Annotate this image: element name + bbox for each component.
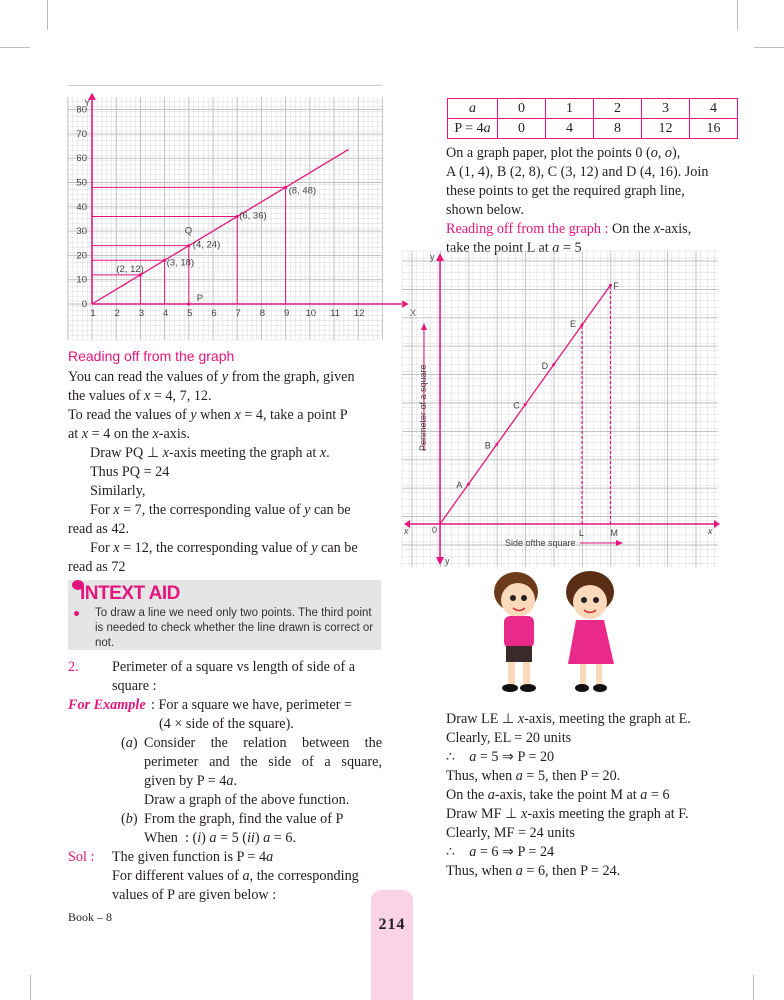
point-label: M <box>610 528 618 538</box>
girl-shoe <box>575 684 589 692</box>
point-label: (4, 24) <box>192 239 221 251</box>
x-tick-label: 1 <box>90 308 96 319</box>
boy-shirt <box>504 616 534 648</box>
girl-leg <box>596 664 602 686</box>
crop-mark <box>30 975 31 1000</box>
point-label: (2, 12) <box>116 263 144 275</box>
para-line: For x = 12, the corresponding value of y can be <box>90 540 358 556</box>
question-text: (4 × side of the square). <box>159 716 294 732</box>
part-text: Draw a graph of the above function. <box>144 792 350 808</box>
para-line: take the point L at a = 5 <box>446 240 582 256</box>
point-label: A <box>456 480 463 491</box>
data-point <box>467 483 470 486</box>
table-cell: 0 <box>498 99 546 119</box>
para-line: Thus PQ = 24 <box>90 464 170 480</box>
data-point <box>581 324 584 327</box>
para-line: Draw PQ ⊥ x-axis meeting the graph at x. <box>90 445 330 461</box>
data-point <box>284 186 287 189</box>
crop-mark <box>753 975 754 1000</box>
part-label: (b) <box>121 811 138 827</box>
point-label: D <box>541 360 549 371</box>
intext-aid-title: INTEXT AID <box>80 583 180 604</box>
x-axis-label: x <box>708 526 713 536</box>
boy-shorts <box>506 646 532 662</box>
para-line: Thus, when a = 6, then P = 24. <box>446 863 621 879</box>
crop-mark <box>0 47 30 48</box>
chart-y-equals-6x <box>68 97 417 340</box>
crop-mark <box>754 47 784 48</box>
sol-text: values of P are given below : <box>112 887 277 903</box>
x-tick-label: 8 <box>259 308 266 319</box>
y-tick-label: 0 <box>81 299 87 310</box>
data-point <box>552 363 555 366</box>
x-tick-label: 6 <box>211 308 217 319</box>
question-text: square : <box>112 678 157 694</box>
para-line: A (1, 4), B (2, 8), C (3, 12) and D (4, 16). Join <box>446 164 709 180</box>
x-axis-label: x <box>404 526 409 536</box>
para-line: read as 72 <box>68 559 126 575</box>
para-line: For x = 7, the corresponding value of y can be <box>90 502 351 518</box>
boy-leg <box>523 662 530 686</box>
y-axis-label: y <box>430 252 435 262</box>
para-line: Draw MF ⊥ x-axis meeting the graph at F. <box>446 806 689 822</box>
reading-off-label: Reading off from the graph : <box>446 221 609 237</box>
boy-eye <box>521 595 527 601</box>
part-text: Consider the relation between the <box>144 735 382 751</box>
part-label: (a) <box>121 735 138 751</box>
para-line: ∴ a = 6 ⇒ P = 24 <box>446 844 555 860</box>
para-line: To read the values of y when x = 4, take a point P <box>68 407 348 423</box>
girl-leg <box>580 664 586 686</box>
part-text: given by P = 4a. <box>144 773 237 789</box>
question-text: Perimeter of a square vs length of side of a <box>112 659 356 675</box>
x-tick-label: 7 <box>235 308 241 319</box>
y-tick-label: 30 <box>76 226 87 238</box>
data-point <box>495 443 498 446</box>
para-line: Reading off from the graph : On the x-axis, <box>446 221 692 237</box>
page-number-tab <box>371 890 413 1000</box>
table-row <box>448 119 738 139</box>
sol-text: The given function is P = 4a <box>112 849 274 865</box>
girl-face <box>573 585 607 619</box>
part-text: From the graph, find the value of P <box>144 811 344 827</box>
boy-face <box>501 583 535 617</box>
y-axis-label: y <box>445 556 450 566</box>
y-tick-label: 40 <box>76 201 87 213</box>
y-axis-title: Perimeter of a square <box>418 364 428 451</box>
point-label: (3, 18) <box>166 257 195 269</box>
girl-dress <box>568 620 614 664</box>
point-label: F <box>613 281 619 292</box>
x-tick-label: 12 <box>353 308 365 319</box>
table-row <box>448 99 738 119</box>
x-axis-title: Side ofthe square <box>505 538 576 548</box>
origin-label: 0 <box>432 525 438 535</box>
page-number: 214 <box>378 916 406 933</box>
data-point <box>187 302 190 305</box>
table-cell: 16 <box>690 119 738 139</box>
section-heading: Reading off from the graph <box>68 348 235 364</box>
girl-eye <box>581 597 587 603</box>
y-tick-label: 80 <box>76 104 87 116</box>
x-tick-label: 11 <box>330 308 340 319</box>
girl-eye <box>593 597 599 603</box>
para-line: Similarly, <box>90 483 146 499</box>
boy-leg <box>508 662 515 686</box>
sol-label: Sol : <box>68 849 95 865</box>
x-tick-label: 4 <box>162 308 169 319</box>
point-label: (8, 48) <box>288 185 317 197</box>
point-label: Q <box>184 225 193 237</box>
sol-text: For different values of a, the corresponding <box>112 868 359 884</box>
para-line: the values of x = 4, 7, 12. <box>68 388 212 404</box>
y-tick-label: 20 <box>76 250 87 262</box>
children-illustration <box>478 570 658 700</box>
values-table <box>447 98 738 139</box>
para-line: at x = 4 on the x-axis. <box>68 426 190 442</box>
y-axis-arrow <box>436 253 444 261</box>
question-number: 2. <box>68 659 79 675</box>
y-tick-label: 10 <box>76 274 87 286</box>
x-tick-label: 10 <box>305 308 317 319</box>
table-cell: 2 <box>594 99 642 119</box>
para-line: shown below. <box>446 202 524 218</box>
question-text: : For a square we have, perimeter = <box>151 697 353 713</box>
x-tick-label: 2 <box>114 308 120 319</box>
part-text: perimeter and the side of a square, <box>144 754 382 770</box>
intext-aid-text: To draw a line we need only two points. The third point is needed to check whether the line drawn is correct or not. <box>95 607 374 649</box>
ylabel-arrow-head <box>421 323 427 330</box>
x-axis-arrow <box>714 520 720 528</box>
table-cell: 4 <box>690 99 738 119</box>
x-tick-label: 5 <box>187 308 193 319</box>
x-tick-label: 3 <box>138 308 145 319</box>
boy-shoe <box>520 684 536 692</box>
data-point <box>609 284 612 287</box>
y-tick-label: 60 <box>76 153 87 165</box>
para-line: ∴ a = 5 ⇒ P = 20 <box>446 749 555 765</box>
para-line: read as 42. <box>68 521 130 537</box>
table-cell: 4 <box>546 119 594 139</box>
book-label: Book – 8 <box>68 910 113 924</box>
x-axis-label: X <box>409 308 417 319</box>
para-line: Clearly, EL = 20 units <box>446 730 572 746</box>
y-tick-label: 50 <box>76 177 87 189</box>
table-cell: P = 4a <box>448 119 498 139</box>
table-cell: 3 <box>642 99 690 119</box>
para-line: On the a-axis, take the point M at a = 6 <box>446 787 670 803</box>
x-tick-label: 9 <box>283 308 290 319</box>
point-label: (6, 36) <box>239 210 267 222</box>
y-tick-label: 70 <box>76 128 87 140</box>
table-cell: a <box>448 99 498 119</box>
for-example-label: For Example <box>68 697 146 713</box>
para-line: Draw LE ⊥ x-axis, meeting the graph at E. <box>446 711 691 727</box>
y-axis-label: Y <box>84 98 91 109</box>
crop-mark <box>737 0 738 30</box>
table-cell: 12 <box>642 119 690 139</box>
para-line: Thus, when a = 5, then P = 20. <box>446 768 621 784</box>
para-line: Clearly, MF = 24 units <box>446 825 575 841</box>
crop-mark <box>47 0 48 30</box>
part-text: When : (i) a = 5 (ii) a = 6. <box>144 830 296 846</box>
point-label: L <box>579 528 585 538</box>
para-line: You can read the values of y from the graph, given <box>68 369 355 385</box>
data-point <box>187 244 190 247</box>
boy-eye <box>510 595 516 601</box>
boy-shoe <box>502 684 518 692</box>
point-label: B <box>484 440 491 451</box>
girl-shoe <box>593 684 607 692</box>
para-line: On a graph paper, plot the points 0 (o, o), <box>446 145 681 161</box>
table-cell: 8 <box>594 119 642 139</box>
table-cell: 0 <box>498 119 546 139</box>
table-cell: 1 <box>546 99 594 119</box>
bullet-icon <box>74 611 79 616</box>
point-label: P <box>196 293 204 304</box>
chart-perimeter-vs-side <box>402 251 718 567</box>
point-label: E <box>570 319 577 329</box>
para-line: these points to get the required graph line, <box>446 183 685 199</box>
y-axis-arrow <box>436 557 444 565</box>
data-point <box>524 403 527 406</box>
point-label: C <box>513 400 520 411</box>
